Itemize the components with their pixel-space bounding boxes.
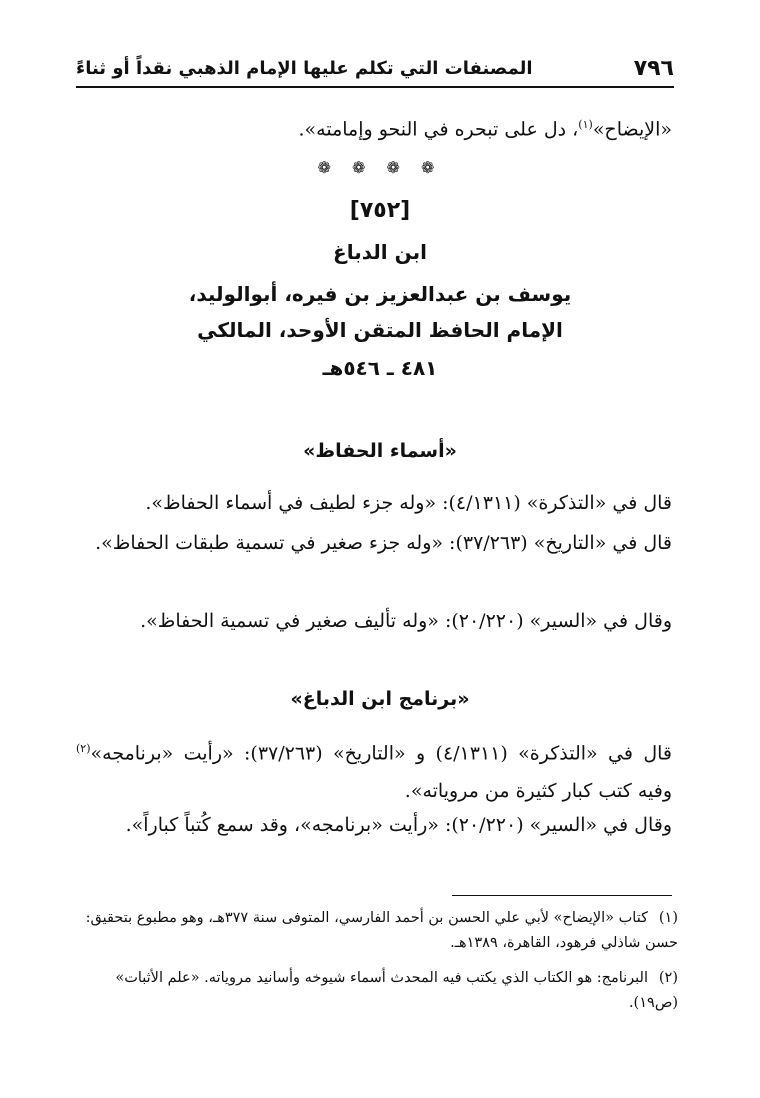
section-separator: ❁ ❁ ❁ ❁ (317, 158, 443, 177)
section2-paragraph-1 (76, 730, 672, 810)
section2-p1-after: وفيه كتب كبار كثيرة من مروياته». (404, 780, 672, 803)
footnote-1-text: كتاب «الإيضاح» لأبي علي الحسن بن أحمد الفارسي، المتوفى سنة ٣٧٧هـ، وهو مطبوع بتحقيق: حسن شاذلي فرهود، القاهرة، ١٣٨٩هـ. (85, 910, 678, 951)
section1-paragraph-3: وقال في «السير» (٢٠/٢٢٠): «وله تأليف صغير في تسمية الحفاظ». (140, 610, 672, 632)
section-heading-barnamaj: «برنامج ابن الدباغ» (290, 688, 470, 710)
page-header (76, 52, 674, 88)
intro-before: «الإيضاح» (592, 118, 672, 141)
intro-after: ، دل على تبحره في النحو وإمامته». (298, 118, 579, 141)
footnote-ref-1[interactable]: (١) (578, 118, 593, 131)
entry-number: [٧٥٢] (349, 198, 411, 223)
page-number: ٧٩٦ (633, 56, 674, 81)
section1-paragraph-1: قال في «التذكرة» (٤/١٣١١): «وله جزء لطيف في أسماء الحفاظ». (145, 492, 672, 514)
footnote-1-number: (١) (658, 910, 678, 926)
running-title: المصنفات التي تكلم عليها الإمام الذهبي نقداً أو ثناءً (76, 58, 533, 79)
section2-paragraph-2: وقال في «السير» (٢٠/٢٢٠): «رأيت «برنامجه»، وقد سمع كُتباً كباراً». (125, 814, 672, 836)
entry-titles: الإمام الحافظ المتقن الأوحد، المالكي (197, 318, 563, 342)
entry-name: ابن الدباغ (333, 240, 427, 264)
footnote-2-number: (٢) (658, 970, 678, 986)
footnote-1 (80, 906, 678, 956)
footnote-2 (80, 966, 678, 1016)
section1-paragraph-2: قال في «التاريخ» (٣٧/٢٦٣): «وله جزء صغير في تسمية طبقات الحفاظ». (95, 532, 672, 554)
section-heading-asmaa-alhuffaz: «أسماء الحفاظ» (303, 440, 457, 462)
footnote-ref-2[interactable]: (٢) (76, 742, 91, 755)
footnote-divider (452, 895, 672, 896)
intro-paragraph (76, 106, 672, 148)
section2-p1-before: قال في «التذكرة» (٤/١٣١١) و «التاريخ» (٣٧/٢٦٣): «رأيت «برنامجه» (90, 742, 672, 765)
entry-full-name: يوسف بن عبدالعزيز بن فيره، أبوالوليد، (188, 282, 572, 306)
entry-dates: ٤٨١ ـ ٥٤٦هـ (322, 356, 438, 380)
footnote-2-text: البرنامج: هو الكتاب الذي يكتب فيه المحدث أسماء شيوخه وأسانيد مروياته. «علم الأثبات» (ص١٩). (115, 970, 678, 1011)
